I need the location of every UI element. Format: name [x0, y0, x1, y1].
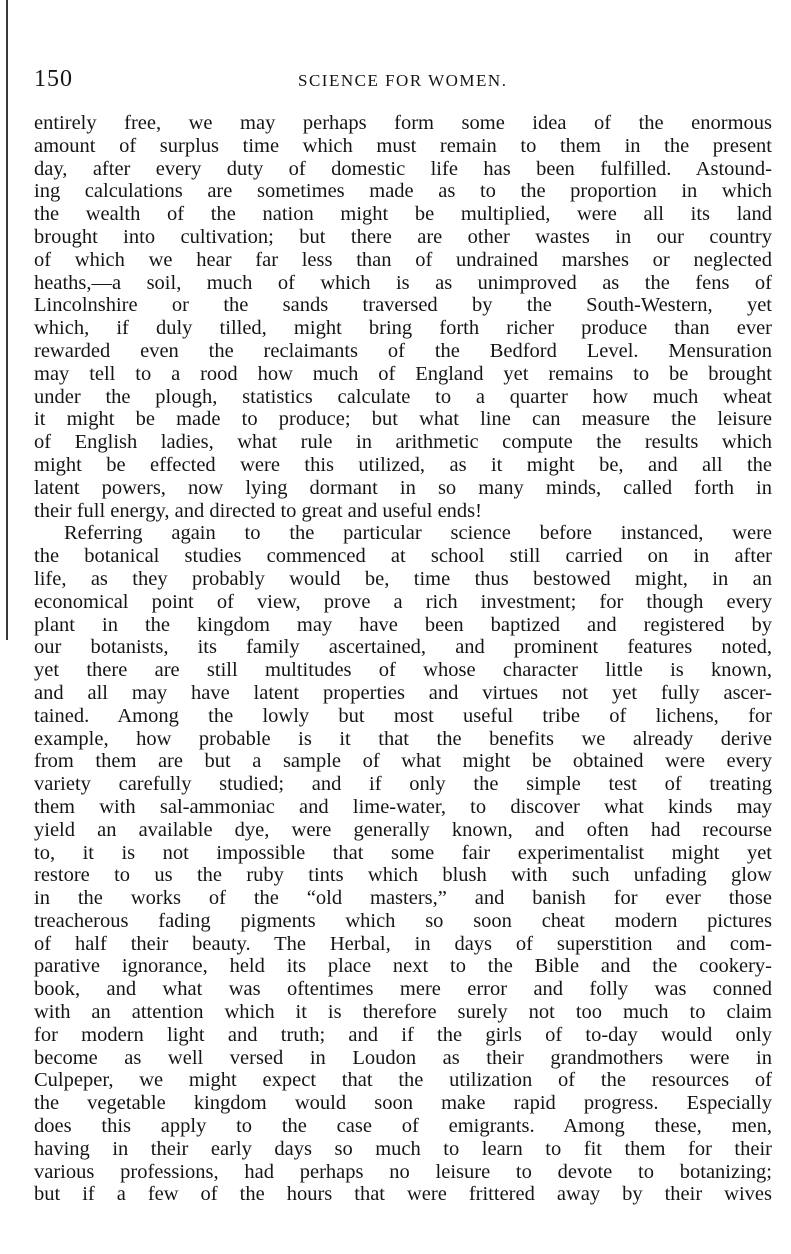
text-line: become as well versed in Loudon as their grandmothers were in	[34, 1046, 772, 1069]
text-line: life, as they probably would be, time thus bestowed might, in an	[34, 567, 772, 590]
text-line: and all may have latent properties and virtues not yet fully ascer-	[34, 681, 772, 704]
page-edge-rule	[6, 0, 8, 640]
text-line: plant in the kingdom may have been baptized and registered by	[34, 613, 772, 636]
text-line: with an attention which it is therefore surely not too much to claim	[34, 1001, 772, 1024]
body-text	[34, 112, 772, 1206]
text-line: of half their beauty. The Herbal, in days of superstition and com-	[34, 932, 772, 955]
text-line: Culpeper, we might expect that the utilization of the resources of	[34, 1069, 772, 1092]
text-line: to, it is not impossible that some fair experimentalist might yet	[34, 841, 772, 864]
text-line: but if a few of the hours that were frittered away by their wives	[34, 1183, 772, 1206]
page-number: 150	[34, 66, 73, 92]
text-line: variety carefully studied; and if only the simple test of treating	[34, 773, 772, 796]
text-line: various professions, had perhaps no leisure to devote to botanizing;	[34, 1160, 772, 1183]
text-line: amount of surplus time which must remain to them in the present	[34, 134, 772, 157]
text-line: yet there are still multitudes of whose character little is known,	[34, 659, 772, 682]
page-header	[34, 66, 774, 96]
text-line: entirely free, we may perhaps form some idea of the enormous	[34, 112, 772, 134]
text-line: day, after every duty of domestic life has been fulfilled. Astound-	[34, 157, 772, 180]
text-line: which, if duly tilled, might bring forth richer produce than ever	[34, 317, 772, 340]
text-line: yield an available dye, were generally known, and often had recourse	[34, 818, 772, 841]
text-line: our botanists, its family ascertained, and prominent features noted,	[34, 636, 772, 659]
text-line: treacherous fading pigments which so soon cheat modern pictures	[34, 909, 772, 932]
text-line: parative ignorance, held its place next to the Bible and the cookery-	[34, 955, 772, 978]
text-line: latent powers, now lying dormant in so many minds, called forth in	[34, 476, 772, 499]
text-line: ing calculations are sometimes made as to the proportion in which	[34, 180, 772, 203]
text-line: it might be made to produce; but what line can measure the leisure	[34, 408, 772, 431]
text-line: of English ladies, what rule in arithmetic compute the results which	[34, 431, 772, 454]
paragraph-end-line: their full energy, and directed to great and useful ends!	[34, 499, 482, 522]
text-line: tained. Among the lowly but most useful tribe of lichens, for	[34, 704, 772, 727]
running-head: SCIENCE FOR WOMEN.	[298, 71, 508, 90]
text-line: economical point of view, prove a rich investment; for though every	[34, 590, 772, 613]
text-line: rewarded even the reclaimants of the Bedford Level. Mensuration	[34, 339, 772, 362]
text-line: having in their early days so much to learn to fit them for their	[34, 1137, 772, 1160]
text-line: the botanical studies commenced at school still carried on in after	[34, 545, 772, 568]
text-line: the wealth of the nation might be multiplied, were all its land	[34, 203, 772, 226]
text-line: brought into cultivation; but there are other wastes in our country	[34, 225, 772, 248]
text-line: might be effected were this utilized, as it might be, and all the	[34, 453, 772, 476]
text-line: from them are but a sample of what might be obtained were every	[34, 750, 772, 773]
text-line: may tell to a rood how much of England yet remains to be brought	[34, 362, 772, 385]
text-line: in the works of the “old masters,” and banish for ever those	[34, 887, 772, 910]
text-line: under the plough, statistics calculate to a quarter how much wheat	[34, 385, 772, 408]
text-line: the vegetable kingdom would soon make rapid progress. Especially	[34, 1092, 772, 1115]
text-line: restore to us the ruby tints which blush with such unfading glow	[34, 864, 772, 887]
text-line: of which we hear far less than of undrained marshes or neglected	[34, 248, 772, 271]
text-line: them with sal-ammoniac and lime-water, to discover what kinds may	[34, 795, 772, 818]
text-line: book, and what was oftentimes mere error and folly was conned	[34, 978, 772, 1001]
text-line: for modern light and truth; and if the girls of to-day would only	[34, 1023, 772, 1046]
paragraph-first-line: Referring again to the particular science before instanced, were	[64, 522, 772, 545]
text-line: Lincolnshire or the sands traversed by the South-Western, yet	[34, 294, 772, 317]
text-line: does this apply to the case of emigrants. Among these, men,	[34, 1115, 772, 1138]
text-line: heaths,—a soil, much of which is as unimproved as the fens of	[34, 271, 772, 294]
text-line: example, how probable is it that the benefits we already derive	[34, 727, 772, 750]
